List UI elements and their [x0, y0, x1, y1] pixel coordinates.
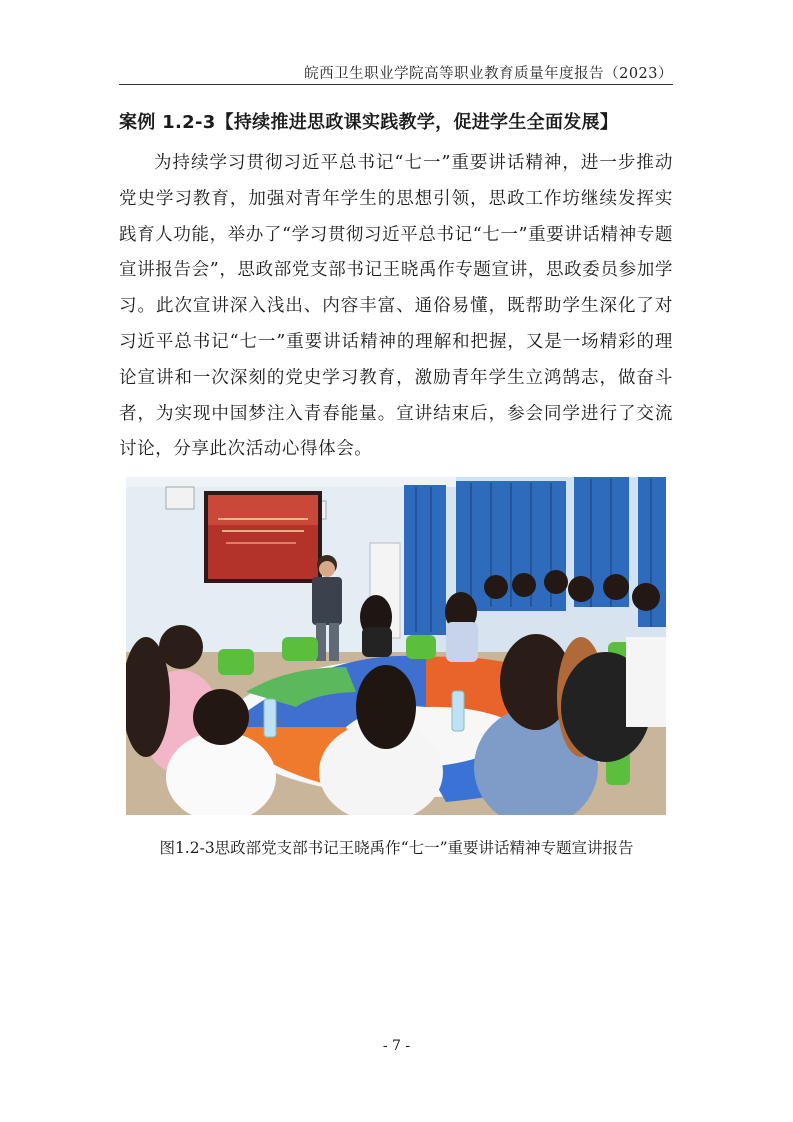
lecture-photo — [126, 477, 666, 815]
case-paragraph: 为持续学习贯彻习近平总书记“七一”重要讲话精神，进一步推动党史学习教育，加强对青年学生的思想引领，思政工作坊继续发挥实践育人功能，举办了“学习贯彻习近平总书记“七一”重要讲话精神专题宣讲报告会”，思政部党支部书记王晓禹作专题宣讲，思政委员参加学习。此次宣讲深入浅出、内容丰富、通俗易懂，既帮助学生深化了对习近平总书记“七一”重要讲话精神的理解和把握，又是一场精彩的理论宣讲和一次深刻的党史学习教育，激励青年学生立鸿鹄志，做奋斗者，为实现中国梦注入青春能量。宣讲结束后，参会同学进行了交流讨论，分享此次活动心得体会。 — [119, 153, 673, 460]
figure-caption: 图1.2-3思政部党支部书记王晓禹作“七一”重要讲话精神专题宣讲报告 — [159, 839, 634, 857]
header-divider — [119, 84, 673, 85]
case-title: 案例 1.2-3【持续推进思政课实践教学，促进学生全面发展】 — [119, 112, 619, 133]
page-number: - 7 - — [382, 1038, 411, 1054]
report-header: 皖西卫生职业学院高等职业教育质量年度报告（2023） — [304, 66, 673, 82]
